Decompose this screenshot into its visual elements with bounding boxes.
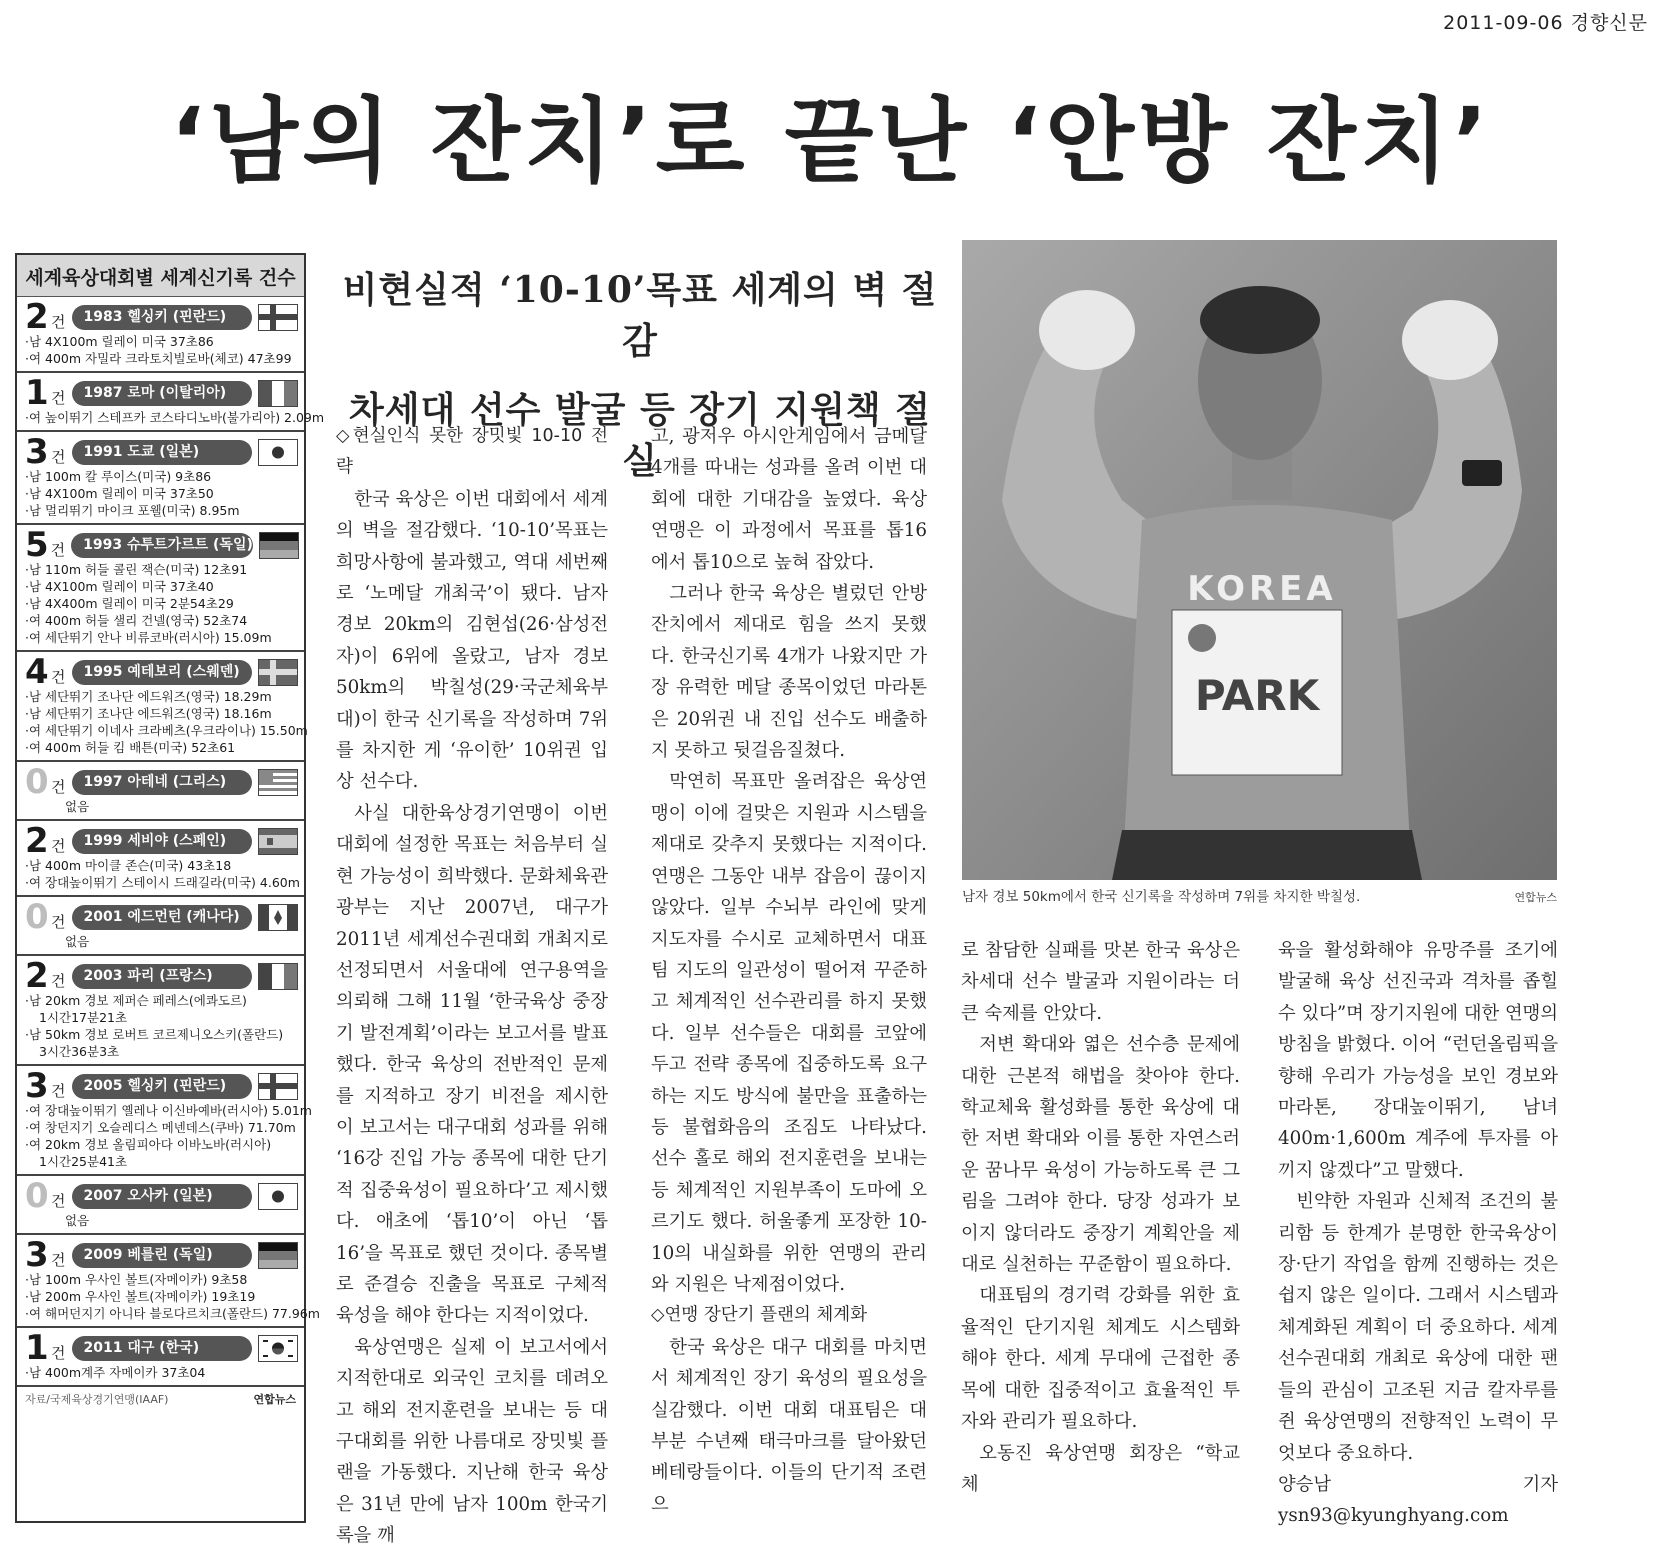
article-column-3 <box>961 935 1240 1531</box>
paragraph: 사실 대한육상경기연맹이 이번 대회에 설정한 목표는 처음부터 실현 가능성이 희박했다. 문화체육관광부는 지난 2007년, 대구가 2011년 세계선수권대회 개최지로 선정되면서 서울대에 연구용역을 의뢰해 그해 11월 ‘한국육상 중장기 발전계획’이라는 보고서를 발표했다. 한국 육상의 전반적인 문제를 지적하고 장기 비전을 제시한 이 보고서는 대구대회 성과를 위해 ‘16강 진입 가능 종목에 대한 단기적 집중육성이 필요하다’고 제시했다. 애초에 ‘톱10’이 아닌 ‘톱16’을 목표로 했던 것이다. 종목별로 준결승 진출을 목표로 구체적 육성을 해야 한다는 지적이었다. <box>336 802 608 1327</box>
event-block <box>17 821 304 897</box>
greece-flag-icon <box>258 769 298 796</box>
event-block <box>17 762 304 821</box>
event-header <box>25 821 298 861</box>
record-line: ·남 세단뛰기 조나단 에드워즈(영국) 18.16m <box>25 706 272 721</box>
event-block <box>17 897 304 956</box>
record-count: 3 <box>25 1066 49 1106</box>
record-line: ·남 멀리뛰기 마이크 포웰(미국) 8.95m <box>25 503 240 518</box>
event-header <box>25 1328 298 1368</box>
record-line: ·남 4X100m 릴레이 미국 37초50 <box>25 486 214 501</box>
record-count: 1 <box>25 1328 49 1368</box>
count-unit: 건 <box>51 447 66 466</box>
record-line: ·여 장대높이뛰기 옐레나 이신바예바(러시아) 5.01m <box>25 1103 312 1118</box>
record-line: ·남 400m 마이클 존슨(미국) 43초18 <box>25 858 232 873</box>
count-unit: 건 <box>51 1343 66 1362</box>
count-unit: 건 <box>51 971 66 990</box>
record-line: 없음 <box>65 934 90 949</box>
record-line: ·남 200m 우사인 볼트(자메이카) 19초19 <box>25 1289 256 1304</box>
japan-flag-icon <box>258 1183 298 1210</box>
paragraph: 막연히 목표만 올려잡은 육상연맹이 이에 걸맞은 지원과 시스템을 제대로 갖추지 못했다는 지적이다. 연맹은 그동안 내부 잡음이 끊이지 않았다. 일부 수뇌부 라인에 맞게 지도자를 수시로 교체하면서 대표팀 지도의 일관성이 떨어져 꾸준하고 체계적인 선수관리를 하지 못했다. 일부 선수들은 대회를 코앞에 두고 전략 종목에 집중하도록 요구하는 지도 방식에 불만을 표출하는 등 불협화음의 조짐도 나타났다. 선수 홀로 해외 전지훈련을 보내는 등 체계적인 지원부족이 도마에 오르기도 했다. 허울좋게 포장한 10-10의 내실화를 위한 연맹의 관리와 지원은 낙제점이었다. <box>651 771 927 1295</box>
event-block <box>17 1176 304 1235</box>
record-count: 3 <box>25 432 49 472</box>
count-unit: 건 <box>51 836 66 855</box>
record-line: ·남 400m계주 자메이카 37초04 <box>25 1365 206 1380</box>
championship-label: 2009 베를린 (독일) <box>72 1243 253 1268</box>
record-line: 없음 <box>65 799 90 814</box>
source-note: 자료/국제육상경기연맹(IAAF) <box>25 1393 169 1406</box>
subhead-1: 비현실적 ‘10-10’목표 세계의 벽 절감 <box>342 269 938 362</box>
record-line: ·남 4X400m 릴레이 미국 2분54초29 <box>25 596 234 611</box>
record-line: ·남 100m 우사인 볼트(자메이카) 9초58 <box>25 1272 248 1287</box>
record-line: ·여 400m 자밀라 크라토치빌로바(체코) 47초99 <box>25 351 292 366</box>
event-header <box>25 897 298 937</box>
championship-label: 1997 아테네 (그리스) <box>72 770 253 795</box>
record-line: ·여 20km 경보 올림피아다 이바노바(러시아) <box>25 1137 272 1152</box>
germany-flag-icon <box>259 532 299 559</box>
count-unit: 건 <box>51 312 66 331</box>
jersey-text: KOREA <box>1187 569 1337 609</box>
headline: ‘남의 잔치’로 끝난 ‘안방 잔치’ <box>170 88 1492 195</box>
championship-label: 2001 에드먼턴 (캐나다) <box>72 905 253 930</box>
record-line: ·여 400m 허들 킴 배튼(미국) 52초61 <box>25 740 236 755</box>
count-unit: 건 <box>50 540 66 559</box>
championship-label: 1987 로마 (이탈리아) <box>72 381 253 406</box>
bib-text: PARK <box>1194 671 1320 720</box>
event-list <box>17 297 325 1387</box>
count-unit: 건 <box>51 777 66 796</box>
japan-flag-icon <box>258 439 298 466</box>
record-line: 없음 <box>65 1213 90 1228</box>
record-count: 2 <box>25 297 49 337</box>
count-unit: 건 <box>51 1250 66 1269</box>
record-line: ·여 창던지기 오슬레디스 메넨데스(쿠바) 71.70m <box>25 1120 296 1135</box>
event-block <box>17 373 325 432</box>
record-line: 3시간36분3초 <box>39 1044 120 1059</box>
championship-label: 2003 파리 (프랑스) <box>72 964 253 989</box>
paragraph: 오동진 육상연맹 회장은 “학교 체 <box>961 1442 1240 1495</box>
record-line: ·여 세단뛰기 안나 비류코바(러시아) 15.09m <box>25 630 272 645</box>
finland-flag-icon <box>258 1073 298 1100</box>
event-block <box>17 1328 304 1387</box>
photo-caption <box>962 885 1557 905</box>
article-column-2 <box>651 421 927 1531</box>
record-line: ·남 4X100m 릴레이 미국 37초40 <box>25 579 214 594</box>
paragraph: 로 참담한 실패를 맛본 한국 육상은 차세대 선수 발굴과 지원이라는 더 큰 숙제를 안았다. <box>961 940 1240 1024</box>
championship-label: 1993 슈투트가르트 (독일) <box>71 533 253 558</box>
record-line: 1시간17분21초 <box>39 1010 128 1025</box>
paragraph: 양승남 기자 ysn93@kyunghyang.com <box>1278 1473 1558 1527</box>
record-count: 5 <box>25 525 49 565</box>
championship-label: 1995 예테보리 (스웨덴) <box>72 660 253 685</box>
record-line: ·여 세단뛰기 이네사 크라베츠(우크라이나) 15.50m <box>25 723 308 738</box>
event-header <box>25 1235 298 1275</box>
championship-label: 1999 세비야 (스페인) <box>72 829 253 854</box>
count-unit: 건 <box>51 667 66 686</box>
record-line: ·남 110m 허들 콜린 잭슨(미국) 12초91 <box>25 562 248 577</box>
record-count: 0 <box>25 1176 49 1216</box>
record-line: ·여 높이뛰기 스테프카 코스타디노바(불가리아) 2.09m <box>25 410 325 425</box>
subhead-2: 차세대 선수 발굴 등 장기 지원책 절실 <box>348 389 932 482</box>
record-line: ·남 50km 경보 로버트 코르제니오스키(폴란드) <box>25 1027 284 1042</box>
event-header <box>25 1176 298 1216</box>
record-line: ·남 세단뛰기 조나단 에드워즈(영국) 18.29m <box>25 689 272 704</box>
championship-label: 1983 헬싱키 (핀란드) <box>72 305 253 330</box>
section-subhead: ◇연맹 장단기 플랜의 체계화 <box>651 1305 868 1326</box>
event-block <box>17 1235 320 1328</box>
event-header <box>25 432 298 472</box>
dateline: 2011-09-06 경향신문 <box>1443 12 1648 34</box>
event-block <box>17 525 304 652</box>
championship-label: 2007 오사카 (일본) <box>72 1184 253 1209</box>
record-count: 2 <box>25 821 49 861</box>
record-count: 3 <box>25 1235 49 1275</box>
record-sidebar <box>15 253 325 1523</box>
germany-flag-icon <box>258 1242 298 1269</box>
paragraph: 한국 육상은 이번 대회에서 세계의 벽을 절감했다. ‘10-10’목표는 희망사항에 불과했고, 역대 세번째로 ‘노메달 개최국’이 됐다. 남자 경보 20km의 김현섭(26·삼성전자)이 6위에 올랐고, 남자 경보 50km의 박칠성(29·국군체육부대)이 한국 신기록을 작성하며 7위를 차지한 게 ‘유이한’ 10위권 입상 선수다. <box>336 488 608 793</box>
paragraph: 그러나 한국 육상은 별렀던 안방 잔치에서 제대로 힘을 쓰지 못했다. 한국신기록 4개가 나왔지만 가장 유력한 메달 종목이었던 마라톤은 20위권 내 진입 선수도 배출하지 못하고 뒷걸음질쳤다. <box>651 583 927 762</box>
record-count: 1 <box>25 373 49 413</box>
korea-flag-icon <box>258 1335 298 1362</box>
record-line: ·남 100m 칼 루이스(미국) 9초86 <box>25 469 212 484</box>
record-line: ·여 해머던지기 아니타 블로다르치크(폴란드) 77.96m <box>25 1306 320 1321</box>
paragraph: 고, 광저우 아시안게임에서 금메달 4개를 따내는 성과를 올려 이번 대회에 대한 기대감을 높였다. 육상연맹은 이 과정에서 목표를 톱16에서 톱10으로 높혀 잡았다. <box>651 426 927 573</box>
event-header <box>25 297 298 337</box>
record-line: ·여 장대높이뛰기 스테이시 드래길라(미국) 4.60m <box>25 875 300 890</box>
record-line: 1시간25분41초 <box>39 1154 128 1169</box>
paragraph: 육상연맹은 실제 이 보고서에서 지적한대로 외국인 코치를 데려오고 해외 전지훈련을 보내는 등 대구대회를 위한 나름대로 장밋빛 플랜을 가동했다. 지난해 한국 육상은 31년 만에 남자 100m 한국기록을 깨 <box>336 1336 608 1547</box>
record-line: ·여 400m 허들 샐리 건넬(영국) 52초74 <box>25 613 248 628</box>
italy-flag-icon <box>258 380 298 407</box>
event-header <box>25 652 298 692</box>
championship-label: 2011 대구 (한국) <box>72 1336 253 1361</box>
finland-flag-icon <box>258 304 298 331</box>
article-column-1 <box>336 421 608 1547</box>
record-line: ·남 4X100m 릴레이 미국 37초86 <box>25 334 214 349</box>
spain-flag-icon <box>258 828 298 855</box>
paragraph: 육을 활성화해야 유망주를 조기에 발굴해 육상 선진국과 격차를 좁힐 수 있다”며 장기지원에 대한 연맹의 방침을 밝혔다. 이어 “런던올림픽을 향해 우리가 가능성을 보인 경보와 마라톤, 장대높이뛰기, 남녀 400m·1,600m 계주에 투자를 아끼지 않겠다”고 말했다. <box>1278 940 1558 1181</box>
event-header <box>25 1066 298 1106</box>
photo-credit: 연합뉴스 <box>1514 891 1557 904</box>
record-count: 4 <box>25 652 49 692</box>
event-header <box>25 762 298 802</box>
france-flag-icon <box>258 963 298 990</box>
championship-label: 1991 도쿄 (일본) <box>72 440 253 465</box>
caption-text: 남자 경보 50km에서 한국 신기록을 작성하며 7위를 차지한 박칠성. <box>962 889 1361 905</box>
sidebar-footer <box>17 1387 304 1411</box>
record-line: ·남 20km 경보 제퍼슨 페레스(에콰도르) <box>25 993 247 1008</box>
count-unit: 건 <box>51 912 66 931</box>
championship-label: 2005 헬싱키 (핀란드) <box>72 1074 253 1099</box>
paragraph: 대표팀의 경기력 강화를 위한 효율적인 단기지원 체계도 시스템화해야 한다. 세계 무대에 근접한 종목에 대한 집중적이고 효율적인 투자와 관리가 필요하다. <box>961 1285 1240 1433</box>
event-header <box>25 956 298 996</box>
event-block <box>17 1066 312 1176</box>
paragraph: 한국 육상은 대구 대회를 마치면서 체계적인 장기 육성의 필요성을 실감했다. 이번 대회 대표팀은 대부분 수년째 태극마크를 달아왔던 베테랑들이다. 이들의 단기적 조련으 <box>651 1336 927 1515</box>
event-block <box>17 432 304 525</box>
event-block <box>17 652 308 762</box>
event-header <box>25 373 298 413</box>
record-count: 0 <box>25 762 49 802</box>
record-count: 0 <box>25 897 49 937</box>
event-block <box>17 956 304 1066</box>
count-unit: 건 <box>51 388 66 407</box>
event-header <box>25 525 298 565</box>
count-unit: 건 <box>51 1081 66 1100</box>
paragraph: 빈약한 자원과 신체적 조건의 불리함 등 한계가 분명한 한국육상이 장·단기 작업을 함께 진행하는 것은 쉽지 않은 일이다. 그래서 시스템과 체계화된 계획이 더 중요하다. 세계선수권대회 개최로 육상에 대한 팬들의 관심이 고조된 지금 칼자루를 쥔 육상연맹의 전향적인 노력이 무엇보다 중요하다. <box>1278 1191 1558 1464</box>
agency-logo: 연합뉴스 <box>253 1393 296 1406</box>
athlete-illustration <box>962 240 1557 880</box>
athlete-photo <box>962 240 1557 880</box>
event-block <box>17 297 304 373</box>
record-count: 2 <box>25 956 49 996</box>
section-subhead: ◇현실인식 못한 장밋빛 10-10 전략 <box>336 426 608 478</box>
paragraph: 저변 확대와 엷은 선수층 문제에 대한 근본적 해법을 찾아야 한다. 학교체육 활성화를 통한 육상에 대한 저변 확대와 이를 통한 자연스러운 꿈나무 육성이 가능하도록 큰 그림을 그려야 한다. 당장 성과가 보이지 않더라도 중장기 계획안을 제대로 실천하는 꾸준함이 필요하다. <box>961 1034 1240 1276</box>
article-column-4 <box>1278 935 1558 1531</box>
sidebar-title: 세계육상대회별 세계신기록 건수 <box>17 255 304 297</box>
sweden-flag-icon <box>258 659 298 686</box>
count-unit: 건 <box>51 1191 66 1210</box>
canada-flag-icon <box>258 904 298 931</box>
